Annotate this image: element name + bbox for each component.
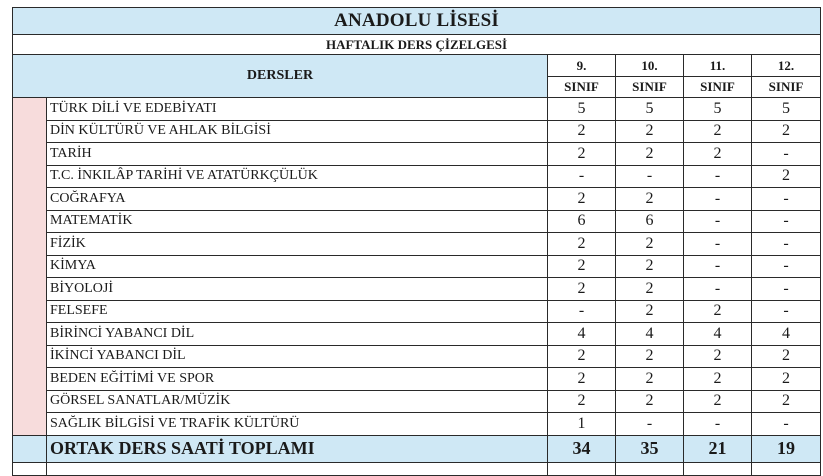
hours-cell: 2	[752, 165, 821, 188]
table-row	[13, 368, 821, 391]
hours-cell: 4	[684, 323, 752, 346]
hours-cell: -	[752, 233, 821, 256]
page-title: ANADOLU LİSESİ	[13, 8, 821, 35]
hours-cell: -	[684, 413, 752, 436]
hours-cell: 5	[616, 98, 684, 121]
hours-cell: 2	[684, 345, 752, 368]
total-row-spacer	[13, 435, 47, 462]
grade-number-12: 12.	[752, 55, 821, 77]
subject-name: FİZİK	[47, 233, 548, 256]
subject-name: SAĞLIK BİLGİSİ VE TRAFİK KÜLTÜRÜ	[47, 413, 548, 436]
hours-cell: 2	[616, 120, 684, 143]
hours-cell: -	[752, 210, 821, 233]
total-value-11: 21	[684, 435, 752, 462]
table-row	[13, 278, 821, 301]
grade-number-11: 11.	[684, 55, 752, 77]
subject-name: DİN KÜLTÜRÜ VE AHLAK BİLGİSİ	[47, 120, 548, 143]
total-row	[13, 435, 821, 462]
hours-cell: 2	[616, 300, 684, 323]
hours-cell: -	[684, 278, 752, 301]
hours-cell: 2	[684, 368, 752, 391]
table-row	[13, 323, 821, 346]
hours-cell: 2	[548, 390, 616, 413]
hours-cell: -	[684, 255, 752, 278]
subject-name: TARİH	[47, 143, 548, 166]
hours-cell: 2	[752, 120, 821, 143]
hours-cell: 2	[752, 345, 821, 368]
hours-cell: 2	[548, 233, 616, 256]
cut-off-cell	[684, 462, 752, 475]
hours-cell: -	[752, 413, 821, 436]
cut-off-cell	[548, 462, 616, 475]
table-row	[13, 413, 821, 436]
hours-cell: -	[684, 210, 752, 233]
subject-name: KİMYA	[47, 255, 548, 278]
hours-cell: -	[684, 165, 752, 188]
subjects-column-header: DERSLER	[13, 55, 548, 98]
cut-off-cell	[47, 462, 548, 475]
hours-cell: -	[684, 233, 752, 256]
table-row	[13, 300, 821, 323]
hours-cell: 2	[548, 278, 616, 301]
schedule-subtitle: HAFTALIK DERS ÇİZELGESİ	[13, 35, 821, 55]
hours-cell: -	[752, 255, 821, 278]
hours-cell: 2	[684, 120, 752, 143]
hours-cell: -	[752, 278, 821, 301]
hours-cell: 2	[616, 255, 684, 278]
total-value-12: 19	[752, 435, 821, 462]
hours-cell: -	[548, 300, 616, 323]
hours-cell: 2	[752, 390, 821, 413]
hours-cell: 6	[616, 210, 684, 233]
table-row	[13, 188, 821, 211]
table-row	[13, 390, 821, 413]
table-row	[13, 120, 821, 143]
table-row	[13, 255, 821, 278]
hours-cell: 2	[616, 233, 684, 256]
hours-cell: 2	[616, 345, 684, 368]
subject-name: COĞRAFYA	[47, 188, 548, 211]
hours-cell: -	[684, 188, 752, 211]
subject-name: GÖRSEL SANATLAR/MÜZİK	[47, 390, 548, 413]
grade-number-10: 10.	[616, 55, 684, 77]
hours-cell: 2	[548, 143, 616, 166]
hours-cell: 2	[684, 300, 752, 323]
grade-label-10: SINIF	[616, 77, 684, 98]
hours-cell: 2	[616, 390, 684, 413]
hours-cell: -	[752, 143, 821, 166]
grade-number-9: 9.	[548, 55, 616, 77]
subject-name: TÜRK DİLİ VE EDEBİYATI	[47, 98, 548, 121]
cut-off-cell	[616, 462, 684, 475]
subject-name: İKİNCİ YABANCI DİL	[47, 345, 548, 368]
table-row	[13, 98, 821, 121]
hours-cell: 2	[616, 143, 684, 166]
hours-cell: -	[616, 413, 684, 436]
hours-cell: 2	[684, 390, 752, 413]
hours-cell: -	[752, 300, 821, 323]
hours-cell: 2	[548, 120, 616, 143]
total-value-9: 34	[548, 435, 616, 462]
subject-name: BEDEN EĞİTİMİ VE SPOR	[47, 368, 548, 391]
subject-name: BİYOLOJİ	[47, 278, 548, 301]
hours-cell: 1	[548, 413, 616, 436]
grade-label-9: SINIF	[548, 77, 616, 98]
hours-cell: -	[752, 188, 821, 211]
total-value-10: 35	[616, 435, 684, 462]
subject-name: MATEMATİK	[47, 210, 548, 233]
hours-cell: 6	[548, 210, 616, 233]
hours-cell: 4	[752, 323, 821, 346]
hours-cell: 5	[684, 98, 752, 121]
hours-cell: 5	[548, 98, 616, 121]
hours-cell: 2	[548, 368, 616, 391]
table-row	[13, 345, 821, 368]
subject-name: FELSEFE	[47, 300, 548, 323]
section-side-label	[13, 98, 47, 436]
hours-cell: 2	[616, 278, 684, 301]
hours-cell: 2	[752, 368, 821, 391]
hours-cell: 2	[548, 188, 616, 211]
hours-cell: 2	[616, 368, 684, 391]
hours-cell: 4	[548, 323, 616, 346]
hours-cell: 2	[616, 188, 684, 211]
table-row	[13, 210, 821, 233]
table-row	[13, 165, 821, 188]
subject-name: T.C. İNKILÂP TARİHİ VE ATATÜRKÇÜLÜK	[47, 165, 548, 188]
subject-name: BİRİNCİ YABANCI DİL	[47, 323, 548, 346]
hours-cell: 2	[548, 345, 616, 368]
table-row	[13, 233, 821, 256]
hours-cell: -	[548, 165, 616, 188]
grade-label-12: SINIF	[752, 77, 821, 98]
weekly-schedule-table	[12, 7, 821, 476]
grade-label-11: SINIF	[684, 77, 752, 98]
hours-cell: -	[616, 165, 684, 188]
hours-cell: 2	[684, 143, 752, 166]
table-row	[13, 143, 821, 166]
cut-off-cell	[752, 462, 821, 475]
hours-cell: 2	[548, 255, 616, 278]
cut-off-row	[13, 462, 821, 475]
hours-cell: 5	[752, 98, 821, 121]
cut-off-cell	[13, 462, 47, 475]
total-label: ORTAK DERS SAATİ TOPLAMI	[47, 435, 548, 462]
hours-cell: 4	[616, 323, 684, 346]
